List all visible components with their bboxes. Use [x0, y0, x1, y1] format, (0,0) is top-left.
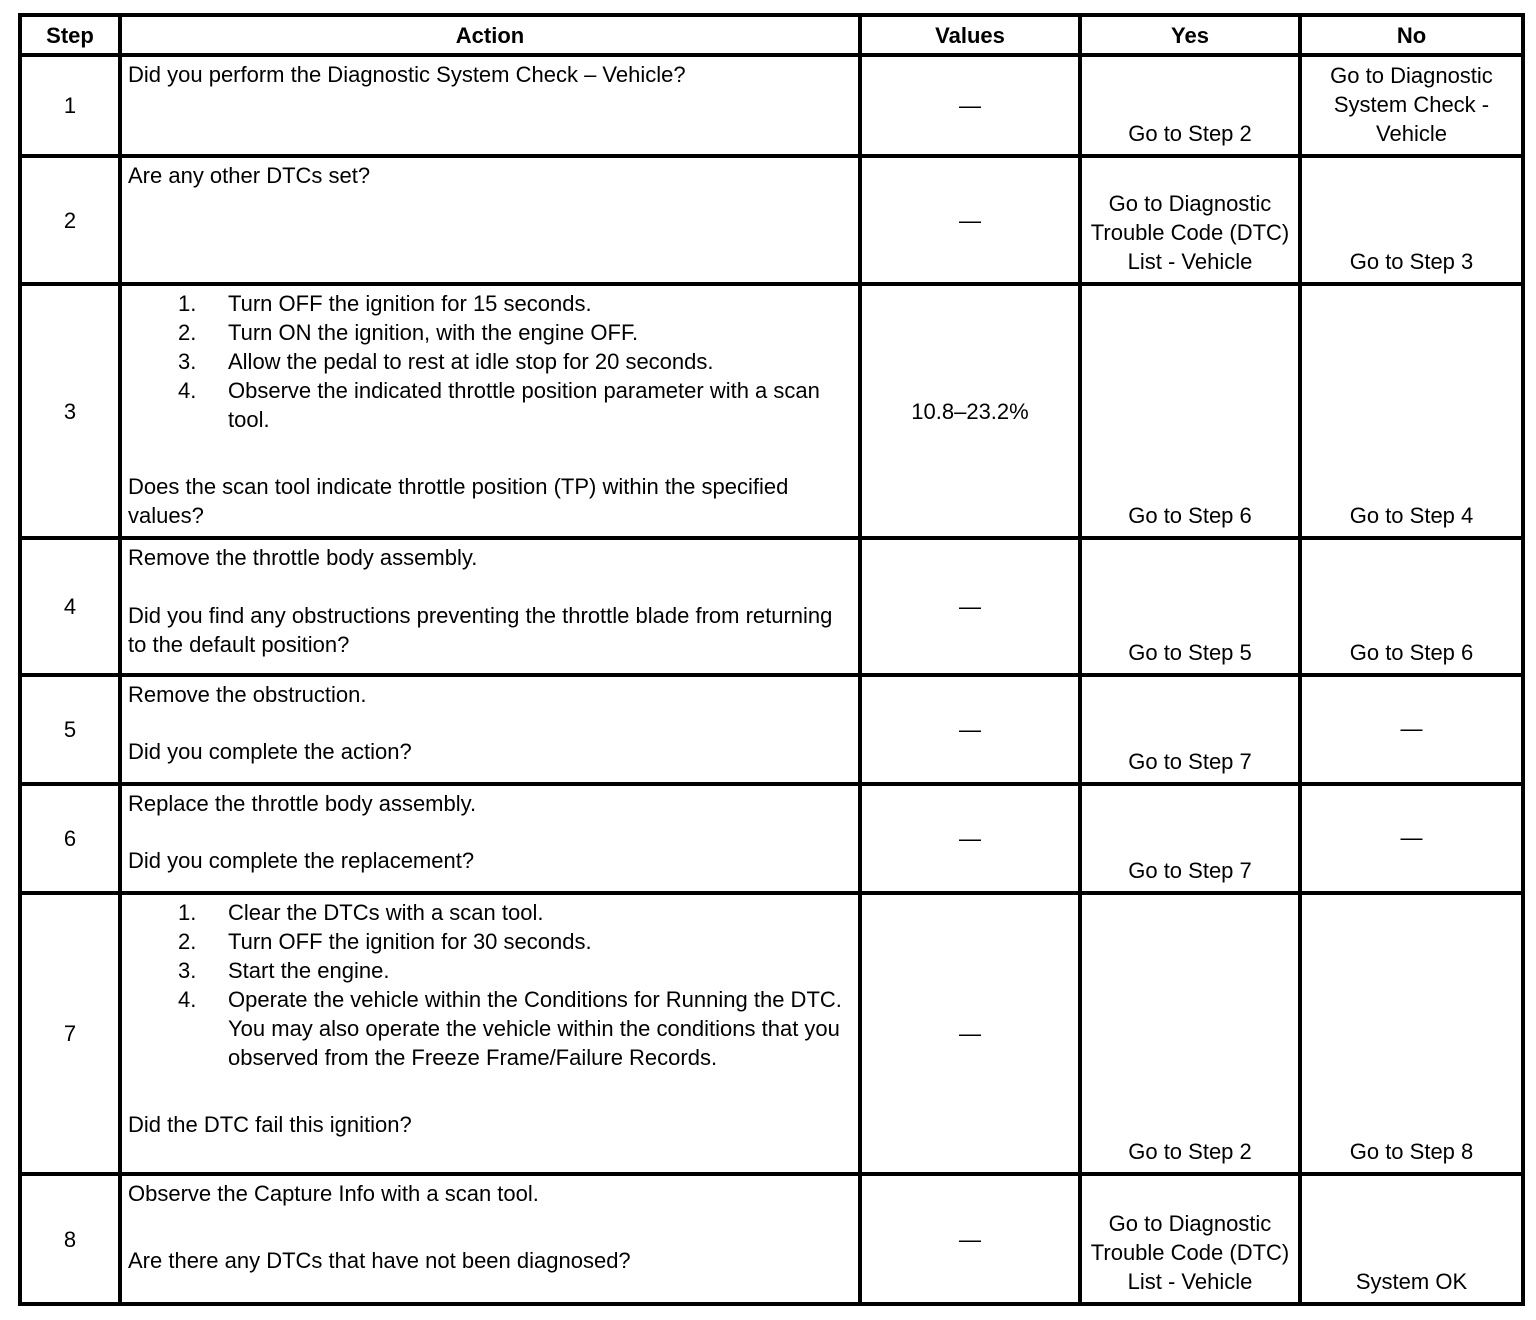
step-number: 4: [20, 538, 120, 675]
list-item-number: 1.: [178, 291, 197, 316]
question-text: Did the DTC fail this ignition?: [128, 1112, 412, 1137]
list-item-text: Start the engine.: [228, 958, 390, 983]
header-row: [20, 15, 1523, 55]
yes-cell: Go to Step 2: [1080, 55, 1300, 156]
list-item-text: Turn ON the ignition, with the engine OFF.: [228, 320, 639, 345]
table-row: [20, 538, 1523, 675]
spacer: [128, 818, 852, 846]
header-yes: Yes: [1080, 15, 1300, 55]
list-item-text: Operate the vehicle within the Conditions for Running the DTC. You may also operate the vehicle within the conditions that you observed from the Freeze Frame/Failure Records.: [228, 987, 842, 1070]
values-cell: —: [860, 1174, 1080, 1304]
action-cell: [120, 156, 860, 284]
table-row: [20, 675, 1523, 784]
list-item: [128, 927, 852, 956]
list-item-number: 2.: [178, 929, 197, 954]
question-text: Did you complete the action?: [128, 739, 412, 764]
values-cell: 10.8–23.2%: [860, 284, 1080, 538]
table-row: [20, 284, 1523, 538]
yes-cell: Go to Step 5: [1080, 538, 1300, 675]
action-steps-list: [128, 289, 852, 434]
yes-cell: Go to Step 7: [1080, 784, 1300, 893]
step-number: 6: [20, 784, 120, 893]
action-cell: [120, 1174, 860, 1304]
list-item-number: 2.: [178, 320, 197, 345]
values-cell: —: [860, 55, 1080, 156]
action-cell: [120, 55, 860, 156]
no-cell: Go to Step 4: [1300, 284, 1523, 538]
header-values: Values: [860, 15, 1080, 55]
header-no: No: [1300, 15, 1523, 55]
table-row: [20, 784, 1523, 893]
no-cell: Go to Step 3: [1300, 156, 1523, 284]
list-item-text: Allow the pedal to rest at idle stop for 20 seconds.: [228, 349, 714, 374]
diagnostic-table: [18, 13, 1525, 1306]
values-cell: —: [860, 784, 1080, 893]
yes-cell: Go to Diagnostic Trouble Code (DTC) List - Vehicle: [1080, 1174, 1300, 1304]
list-item-number: 4.: [178, 987, 197, 1012]
spacer: [128, 572, 852, 601]
yes-cell: Go to Diagnostic Trouble Code (DTC) List - Vehicle: [1080, 156, 1300, 284]
list-item: [128, 985, 852, 1072]
action-text: Are any other DTCs set?: [128, 163, 371, 188]
action-text: Remove the obstruction.: [128, 682, 367, 707]
question-text: Does the scan tool indicate throttle position (TP) within the specified values?: [128, 474, 789, 528]
list-item-text: Turn OFF the ignition for 15 seconds.: [228, 291, 592, 316]
yes-cell: Go to Step 2: [1080, 893, 1300, 1174]
question-text: Did you complete the replacement?: [128, 848, 475, 873]
list-item: [128, 898, 852, 927]
values-cell: —: [860, 893, 1080, 1174]
list-item-number: 3.: [178, 349, 197, 374]
spacer: [128, 434, 852, 472]
values-cell: —: [860, 675, 1080, 784]
action-steps-list: [128, 898, 852, 1072]
yes-cell: Go to Step 6: [1080, 284, 1300, 538]
action-text: Did you perform the Diagnostic System Check – Vehicle?: [128, 62, 686, 87]
table-row: [20, 1174, 1523, 1304]
values-cell: —: [860, 538, 1080, 675]
action-text: Observe the Capture Info with a scan tool.: [128, 1181, 539, 1206]
question-text: Are there any DTCs that have not been diagnosed?: [128, 1248, 631, 1273]
list-item-number: 4.: [178, 378, 197, 403]
no-cell: Go to Step 8: [1300, 893, 1523, 1174]
table-row: [20, 893, 1523, 1174]
action-text: Remove the throttle body assembly.: [128, 545, 478, 570]
action-text: Replace the throttle body assembly.: [128, 791, 477, 816]
list-item: [128, 376, 852, 434]
step-number: 8: [20, 1174, 120, 1304]
list-item: [128, 318, 852, 347]
spacer: [128, 709, 852, 737]
table-row: [20, 156, 1523, 284]
no-cell: Go to Diagnostic System Check - Vehicle: [1300, 55, 1523, 156]
action-cell: [120, 784, 860, 893]
header-action: Action: [120, 15, 860, 55]
list-item: [128, 289, 852, 318]
list-item-text: Turn OFF the ignition for 30 seconds.: [228, 929, 592, 954]
no-cell: —: [1300, 784, 1523, 893]
list-item: [128, 347, 852, 376]
yes-cell: Go to Step 7: [1080, 675, 1300, 784]
question-text: Did you find any obstructions preventing the throttle blade from returning to the default position?: [128, 603, 833, 657]
step-number: 7: [20, 893, 120, 1174]
action-cell: [120, 538, 860, 675]
step-number: 5: [20, 675, 120, 784]
list-item-text: Observe the indicated throttle position parameter with a scan tool.: [228, 378, 820, 432]
values-cell: —: [860, 156, 1080, 284]
table-row: [20, 55, 1523, 156]
no-cell: Go to Step 6: [1300, 538, 1523, 675]
spacer: [128, 1208, 852, 1246]
spacer: [128, 1072, 852, 1110]
step-number: 2: [20, 156, 120, 284]
no-cell: System OK: [1300, 1174, 1523, 1304]
action-cell: [120, 893, 860, 1174]
no-cell: —: [1300, 675, 1523, 784]
list-item-text: Clear the DTCs with a scan tool.: [228, 900, 544, 925]
step-number: 3: [20, 284, 120, 538]
list-item-number: 3.: [178, 958, 197, 983]
list-item-number: 1.: [178, 900, 197, 925]
list-item: [128, 956, 852, 985]
action-cell: [120, 675, 860, 784]
action-cell: [120, 284, 860, 538]
step-number: 1: [20, 55, 120, 156]
header-step: Step: [20, 15, 120, 55]
